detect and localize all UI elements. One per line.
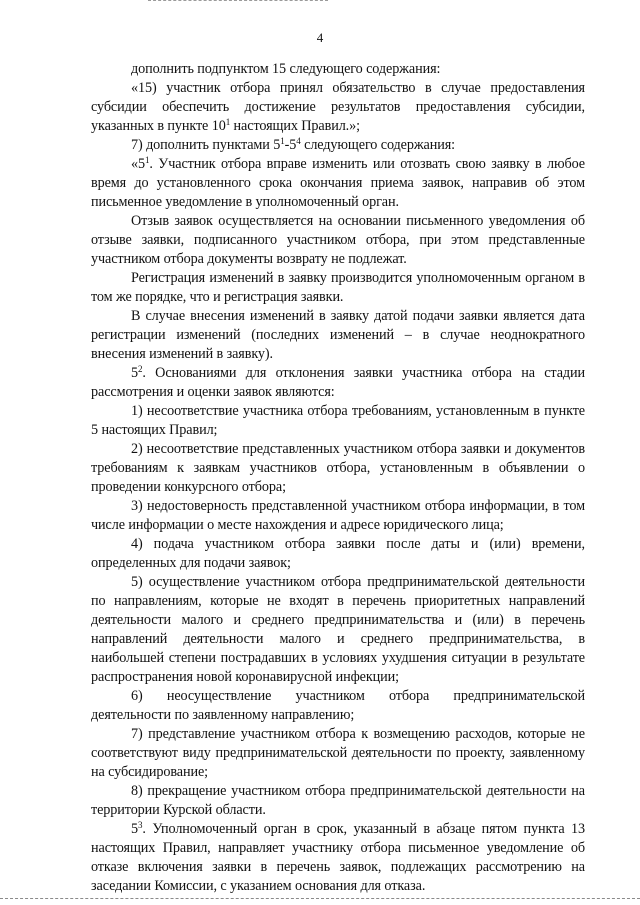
paragraph: В случае внесения изменений в заявку датой подачи заявки является дата регистрации изменений (последних изменений – в случае неоднократного внесения изменений в заявку).	[91, 308, 585, 362]
paragraph: дополнить подпунктом 15 следующего содержания:	[131, 61, 441, 77]
scan-edge-top	[148, 0, 328, 7]
scan-edge-bottom	[0, 898, 640, 902]
paragraph: $5^2$. Основаниями для отклонения заявки участника отбора на стадии рассмотрения и оценки заявок являются:	[91, 364, 585, 400]
list-item: 2) несоответствие представленных участником отбора заявки и документов требованиям к заявкам участников отбора, установленным в объявлении о проведении конкурсного отбора;	[91, 441, 585, 495]
page-number: 4	[316, 30, 324, 45]
paragraph: «$5^1$. Участник отбора вправе изменить или отозвать свою заявку в любое время до установленного срока окончания приема заявок, направив об этом письменное уведомление в уполномоченный орган.	[91, 155, 585, 210]
paragraph: Отзыв заявок осуществляется на основании письменного уведомления об отзыве заявки, подписанного участником отбора, при этом представленные участником отбора документы возврату не подлежат.	[91, 213, 585, 267]
paragraph: Регистрация изменений в заявку производится уполномоченным органом в том же порядке, что и регистрация заявки.	[91, 270, 585, 305]
list-item: 6) неосуществление участником отбора предпринимательской деятельности по заявленному направлению;	[91, 688, 585, 723]
list-item: 1) несоответствие участника отбора требованиям, установленным в пункте 5 настоящих Правил;	[91, 403, 585, 438]
document-body	[91, 60, 585, 896]
paragraph: 7) дополнить пунктами $5^1-5^4$ следующего содержания:	[131, 136, 455, 153]
list-item: 7) представление участником отбора к возмещению расходов, которые не соответствуют виду предпринимательской деятельности по проекту, заявленному на субсидирование;	[91, 726, 585, 780]
paragraph: «15) участник отбора принял обязательство в случае предоставления субсидии обеспечить достижение результатов предоставления субсидии, указанных в пункте $10^1$ настоящих Правил.»;	[91, 80, 585, 134]
list-item: 4) подача участником отбора заявки после даты и (или) времени, определенных для подачи заявок;	[91, 536, 585, 571]
list-item: 3) недостоверность представленной участником отбора информации, в том числе информации о месте нахождения и адресе юридического лица;	[91, 498, 585, 533]
list-item: 5) осуществление участником отбора предпринимательской деятельности по направлениям, которые не входят в перечень приоритетных направлений деятельности малого и среднего предпринимательства и (или) в перечень направлений деятельности малого и среднего предпринимательства, в наибольшей степени пострадавших в условиях ухудшения ситуации в результате распространения новой коронавирусной инфекции;	[91, 574, 585, 685]
list-item: 8) прекращение участником отбора предпринимательской деятельности на территории Курской области.	[91, 783, 585, 818]
paragraph: $5^3$. Уполномоченный орган в срок, указанный в абзаце пятом пункта 13 настоящих Правил, направляет участнику отбора письменное уведомление об отказе включения заявки в перечень заявок, подлежащих рассмотрению на заседании Комиссии, с указанием основания для отказа.	[91, 820, 585, 894]
